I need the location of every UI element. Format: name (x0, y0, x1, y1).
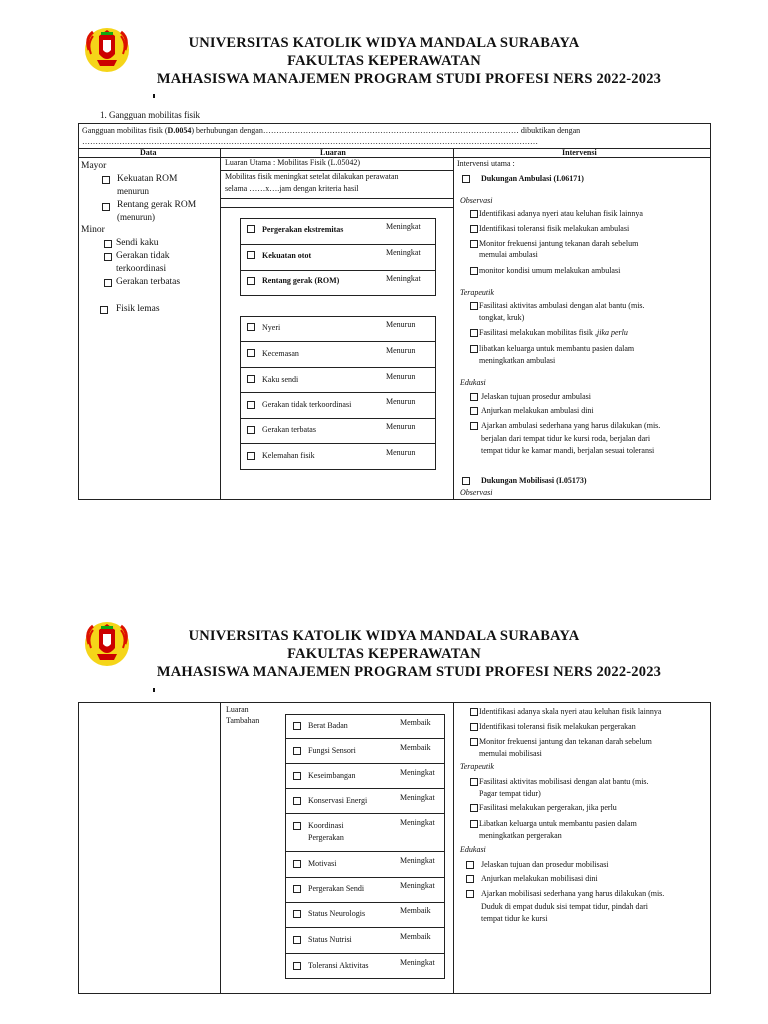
checkbox[interactable] (104, 253, 112, 261)
checkbox[interactable] (470, 820, 478, 828)
intervention-item: Fasilitasi melakukan mobilitas fisik ,jika perlu (479, 328, 628, 337)
outcome-status: Membaik (400, 932, 431, 941)
outcome-label: Gerakan terbatas (262, 425, 316, 434)
checkbox[interactable] (247, 452, 255, 460)
bullet-mark (153, 94, 155, 98)
checkbox[interactable] (470, 804, 478, 812)
luaran-group-2 (240, 316, 436, 470)
intervention-item: Identifikasi adanya nyeri atau keluhan fisik lainnya (479, 209, 643, 218)
outcome-label: Kelemahan fisik (262, 451, 315, 460)
outcome-label: Kecemasan (262, 349, 299, 358)
checkbox[interactable] (470, 329, 478, 337)
outcome-status: Meningkat (400, 818, 435, 827)
checkbox[interactable] (470, 267, 478, 275)
checkbox[interactable] (247, 401, 255, 409)
outcome-status: Menurun (386, 320, 416, 329)
outcome-label: Nyeri (262, 323, 281, 332)
checkbox[interactable] (470, 708, 478, 716)
checkbox[interactable] (470, 225, 478, 233)
intervention-item: Anjurkan melakukan mobilisasi dini (481, 874, 598, 883)
checkbox[interactable] (470, 422, 478, 430)
outcome-status: Membaik (400, 906, 431, 915)
checkbox[interactable] (100, 306, 108, 314)
checkbox[interactable] (466, 875, 474, 883)
checkbox[interactable] (462, 477, 470, 485)
header-university: UNIVERSITAS KATOLIK WIDYA MANDALA SURABAYA (188, 35, 580, 51)
header-program: MAHASISWA MANAJEMEN PROGRAM STUDI PROFESI NERS 2022-2023 (156, 664, 662, 680)
checkbox[interactable] (104, 279, 112, 287)
checkbox[interactable] (247, 251, 255, 259)
mayor-item-label: menurun (117, 186, 149, 196)
checkbox[interactable] (470, 210, 478, 218)
checkbox[interactable] (470, 393, 478, 401)
outcome-status: Meningkat (400, 881, 435, 890)
checkbox[interactable] (293, 885, 301, 893)
outcome-label: Pergerakan (308, 833, 344, 842)
intervention-item: Ajarkan mobilisasi sederhana yang harus dilakukan (mis. (481, 889, 665, 898)
outcome-label: Kaku sendi (262, 375, 299, 384)
checkbox[interactable] (293, 722, 301, 730)
bullet-mark (153, 688, 155, 692)
checkbox[interactable] (102, 176, 110, 184)
mayor-item-label: Rentang gerak ROM (117, 200, 197, 210)
edukasi-label: Edukasi (460, 845, 486, 854)
intervention-item: Libatkan keluarga untuk membantu pasien dalam (479, 819, 637, 828)
outcome-label: Fungsi Sensori (308, 746, 356, 755)
header-university: UNIVERSITAS KATOLIK WIDYA MANDALA SURABAYA (188, 628, 580, 644)
intervention-item: berjalan dari tempat tidur ke kursi roda, berjalan dari (481, 434, 651, 443)
observasi-label: Observasi (460, 196, 493, 205)
outcome-status: Menurun (386, 372, 416, 381)
checkbox[interactable] (293, 910, 301, 918)
outcome-label: Kekuatan otot (262, 251, 312, 260)
intervention-item: Pagar tempat tidur) (479, 789, 541, 798)
minor-item-label: terkoordinasi (116, 264, 167, 274)
checkbox[interactable] (470, 407, 478, 415)
outcome-status: Menurun (386, 422, 416, 431)
dukungan-mobilisasi: Dukungan Mobilisasi (I.05173) (481, 476, 587, 485)
checkbox[interactable] (247, 349, 255, 357)
checkbox[interactable] (102, 203, 110, 211)
header-program: MAHASISWA MANAJEMEN PROGRAM STUDI PROFESI NERS 2022-2023 (156, 71, 662, 87)
checkbox[interactable] (470, 778, 478, 786)
intervention-item: tongkat, kruk) (479, 313, 525, 322)
intervention-item: Ajarkan ambulasi sederhana yang harus dilakukan (mis. (481, 421, 661, 430)
mayor-label: Mayor (81, 161, 107, 171)
outcome-status: Menurun (386, 448, 416, 457)
checkbox[interactable] (293, 822, 301, 830)
outcome-status: Meningkat (386, 248, 421, 257)
outcome-label: Motivasi (308, 859, 337, 868)
minor-item-label: Fisik lemas (116, 304, 160, 314)
checkbox[interactable] (470, 723, 478, 731)
outcome-status: Meningkat (386, 222, 421, 231)
intervention-item: libatkan keluarga untuk membantu pasien dalam (479, 344, 635, 353)
intervention-item: Monitor frekuensi jantung tekanan darah sebelum (479, 239, 639, 248)
header-faculty: FAKULTAS KEPERAWATAN (287, 646, 481, 662)
outcome-status: Meningkat (400, 768, 435, 777)
luaran-desc: selama ……x….jam dengan kriteria hasil (225, 184, 359, 193)
outcome-status: Menurun (386, 397, 416, 406)
outcome-label: Pergerakan Sendi (308, 884, 365, 893)
checkbox[interactable] (466, 861, 474, 869)
col-data-header: Data (140, 148, 157, 157)
outcome-label: Status Nutrisi (308, 935, 352, 944)
terapeutik-label: Terapeutik (460, 288, 494, 297)
intervention-item: Fasilitasi aktivitas ambulasi dengan alat bantu (mis. (479, 301, 645, 310)
checkbox[interactable] (293, 962, 301, 970)
luaran-tambahan-label: Luaran (226, 705, 249, 714)
luaran-utama: Luaran Utama : Mobilitas Fisik (L.05042) (225, 158, 361, 167)
checkbox[interactable] (247, 375, 255, 383)
checkbox[interactable] (293, 747, 301, 755)
intervention-item: Identifikasi toleransi fisik melakukan pergerakan (479, 722, 636, 731)
checkbox[interactable] (247, 225, 255, 233)
checkbox[interactable] (104, 240, 112, 248)
checkbox[interactable] (247, 426, 255, 434)
outcome-status: Meningkat (400, 856, 435, 865)
minor-item-label: Sendi kaku (116, 238, 159, 248)
mayor-item-label: (menurun) (117, 212, 155, 222)
outcome-status: Membaik (400, 718, 431, 727)
checkbox[interactable] (293, 772, 301, 780)
intervention-item: Duduk di empat duduk sisi tempat tidur, pindah dari (481, 902, 648, 911)
col-luaran-header: Luaran (320, 148, 346, 157)
outcome-label: Rentang gerak (ROM) (262, 276, 340, 285)
observasi-label: Observasi (460, 488, 493, 497)
checkbox[interactable] (247, 323, 255, 331)
intervention-item: Identifikasi adanya skala nyeri atau keluhan fisik lainnya (479, 707, 662, 716)
diagnosis-statement: Gangguan mobilitas fisik (D.0054) berhubungan dengan…………………………………………………………………………………… dibuktikan dengan (82, 126, 581, 135)
outcome-label: Berat Badan (308, 721, 348, 730)
checkbox[interactable] (470, 345, 478, 353)
intervention-item: meningkatkan ambulasi (479, 356, 556, 365)
outcome-status: Menurun (386, 346, 416, 355)
outcome-label: Toleransi Aktivitas (308, 961, 369, 970)
checkbox[interactable] (293, 936, 301, 944)
intervention-item: Jelaskan tujuan dan prosedur mobilisasi (481, 860, 609, 869)
outcome-label: Gerakan tidak terkoordinasi (262, 400, 352, 409)
dukungan-ambulasi: Dukungan Ambulasi (I.06171) (481, 174, 584, 183)
checkbox[interactable] (470, 240, 478, 248)
intervention-item: Fasilitasi aktivitas mobilisasi dengan alat bantu (mis. (479, 777, 649, 786)
checkbox[interactable] (470, 738, 478, 746)
checkbox[interactable] (466, 890, 474, 898)
intervention-item: tempat tidur ke kamar mandi, berjalan sesuai toleransi (481, 446, 655, 455)
intervention-item: meningkatkan pergerakan (479, 831, 562, 840)
outcome-status: Membaik (400, 743, 431, 752)
outcome-status: Meningkat (400, 958, 435, 967)
intervention-item: Fasilitasi melakukan pergerakan, jika perlu (479, 803, 617, 812)
intervention-item: monitor kondisi umum melakukan ambulasi (479, 266, 621, 275)
outcome-label: Keseimbangan (308, 771, 356, 780)
intervensi-utama: Intervensi utama : (457, 159, 515, 168)
checkbox[interactable] (293, 860, 301, 868)
minor-label: Minor (81, 225, 105, 235)
col-intervensi-header: Intervensi (562, 148, 597, 157)
terapeutik-label: Terapeutik (460, 762, 494, 771)
intervention-item: Monitor frekuensi jantung dan tekanan darah sebelum (479, 737, 652, 746)
checkbox[interactable] (293, 797, 301, 805)
minor-item-label: Gerakan tidak (116, 251, 170, 261)
header-faculty: FAKULTAS KEPERAWATAN (287, 53, 481, 69)
intervention-item: memulai ambulasi (479, 250, 538, 259)
mayor-item-label: Kekuatan ROM (117, 174, 178, 184)
intervention-item: Anjurkan melakukan ambulasi dini (481, 406, 594, 415)
luaran-desc: Mobilitas fisik meningkat setelat dilakukan perawatan (225, 172, 399, 181)
checkbox[interactable] (247, 277, 255, 285)
edukasi-label: Edukasi (460, 378, 486, 387)
intervention-item: tempat tidur ke kursi (481, 914, 548, 923)
outcome-status: Meningkat (386, 274, 421, 283)
checkbox[interactable] (462, 175, 470, 183)
outcome-label: Pergerakan ekstremitas (262, 225, 344, 234)
luaran-tambahan-label: Tambahan (226, 716, 260, 725)
outcome-status: Meningkat (400, 793, 435, 802)
diagnosis-line-2: ……………………………………………………………………………………………………………………………………………………… (82, 137, 538, 146)
intervention-item: Jelaskan tujuan prosedur ambulasi (481, 392, 591, 401)
intervention-item: memulai mobilisasi (479, 749, 542, 758)
outcome-label: Koordinasi (308, 821, 344, 830)
outcome-label: Status Neurologis (308, 909, 366, 918)
checkbox[interactable] (470, 302, 478, 310)
section-title: 1. Gangguan mobilitas fisik (100, 110, 200, 120)
intervention-item: Identifikasi toleransi fisik melakukan ambulasi (479, 224, 630, 233)
minor-item-label: Gerakan terbatas (116, 277, 181, 287)
outcome-label: Konservasi Energi (308, 796, 368, 805)
